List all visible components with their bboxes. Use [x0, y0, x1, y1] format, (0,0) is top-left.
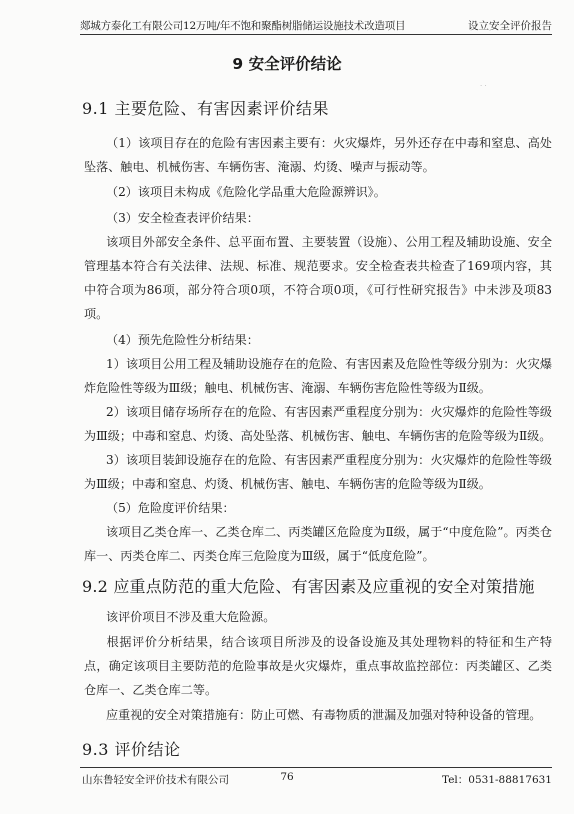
paragraph-text: 1）该项目公用工程及辅助设施存在的危险、有害因素及危险性等级分别为：火灾爆炸危险性等级为Ⅲ级；触电、机械伤害、淹溺、车辆伤害危险性等级为Ⅱ级。 — [84, 357, 552, 395]
header-rule — [80, 34, 552, 35]
paragraph-9-2-2 — [84, 630, 552, 702]
header-report-type: 设立安全评价报告 — [468, 20, 552, 32]
chapter-title: 9 安全评价结论 — [232, 55, 342, 73]
paragraph-text: 根据评价分析结果，结合该项目所涉及的设备设施及其处理物料的特征和生产特点，确定该项目主要防范的危险事故是火灾爆炸，重点事故监控部位：丙类罐区、乙类仓库一、乙类仓库二等。 — [84, 635, 552, 697]
footer-tel: Tel：0531-88817631 — [442, 774, 552, 786]
paragraph-text: （3）安全检查表评价结果： — [106, 211, 259, 225]
page-header — [80, 16, 552, 36]
footer-rule — [80, 767, 552, 768]
paragraph-text: （5）危险度评价结果： — [106, 501, 235, 515]
scan-speck: · · — [480, 82, 487, 90]
paragraph-9-1-4-title — [84, 328, 552, 352]
footer-page-number: 76 — [280, 771, 294, 783]
paragraph-9-2-1 — [84, 605, 552, 629]
paragraph-9-1-3-body — [84, 230, 552, 326]
section-9-2-heading: 9.2 应重点防范的重大危险、有害因素及应重视的安全对策措施 — [82, 577, 535, 596]
section-9-3-heading: 9.3 评价结论 — [82, 740, 181, 759]
paragraph-text: 3）该项目装卸设施存在的危险、有害因素严重程度分别为：火灾爆炸的危险性等级为Ⅲ级；中毒和窒息、灼烫、机械伤害、触电、车辆伤害的危险等级为Ⅱ级。 — [84, 453, 552, 491]
section-9-1-heading: 9.1 主要危险、有害因素评价结果 — [82, 99, 330, 118]
paragraph-9-1-4-3 — [84, 448, 552, 496]
paragraph-9-1-5-title — [84, 496, 552, 520]
paragraph-9-1-3-title — [84, 206, 552, 230]
paragraph-text: 该项目外部安全条件、总平面布置、主要装置（设施）、公用工程及辅助设施、安全管理基本符合有关法律、法规、标准、规范要求。安全检查表共检查了169项内容，其中符合项为86项，部分符合项0项，不符合项0项，《可行性研究报告》中未涉及项83项。 — [84, 235, 552, 321]
paragraph-text: 应重视的安全对策措施有：防止可燃、有毒物质的泄漏及加强对特种设备的管理。 — [106, 708, 542, 722]
paragraph-9-1-1 — [84, 131, 552, 179]
paragraph-text: （4）预先危险性分析结果： — [106, 333, 259, 347]
footer-company: 山东鲁轻安全评价技术有限公司 — [82, 774, 229, 786]
paragraph-9-2-3 — [84, 703, 552, 727]
paragraph-9-1-4-1 — [84, 352, 552, 400]
paragraph-9-1-4-2 — [84, 400, 552, 448]
paragraph-text: 该评价项目不涉及重大危险源。 — [106, 610, 276, 624]
paragraph-text: （1）该项目存在的危险有害因素主要有：火灾爆炸，另外还存在中毒和窒息、高处坠落、触电、机械伤害、车辆伤害、淹溺、灼烫、噪声与振动等。 — [84, 136, 552, 174]
paragraph-text: （2）该项目未构成《危险化学品重大危险源辨识》。 — [106, 185, 386, 199]
paragraph-9-1-5-body — [84, 520, 552, 568]
paragraph-9-1-2 — [84, 180, 552, 204]
paragraph-text: 该项目乙类仓库一、乙类仓库二、丙类罐区危险度为Ⅱ级，属于“中度危险”。丙类仓库一、丙类仓库二、丙类仓库三危险度为Ⅲ级，属于“低度危险”。 — [84, 525, 552, 563]
paragraph-text: 2）该项目储存场所存在的危险、有害因素严重程度分别为：火灾爆炸的危险性等级为Ⅲ级；中毒和窒息、灼烫、高处坠落、机械伤害、触电、车辆伤害的危险等级为Ⅱ级。 — [84, 405, 552, 443]
header-project-title: 郯城方泰化工有限公司12万吨/年不饱和聚酯树脂储运设施技术改造项目 — [80, 20, 406, 32]
